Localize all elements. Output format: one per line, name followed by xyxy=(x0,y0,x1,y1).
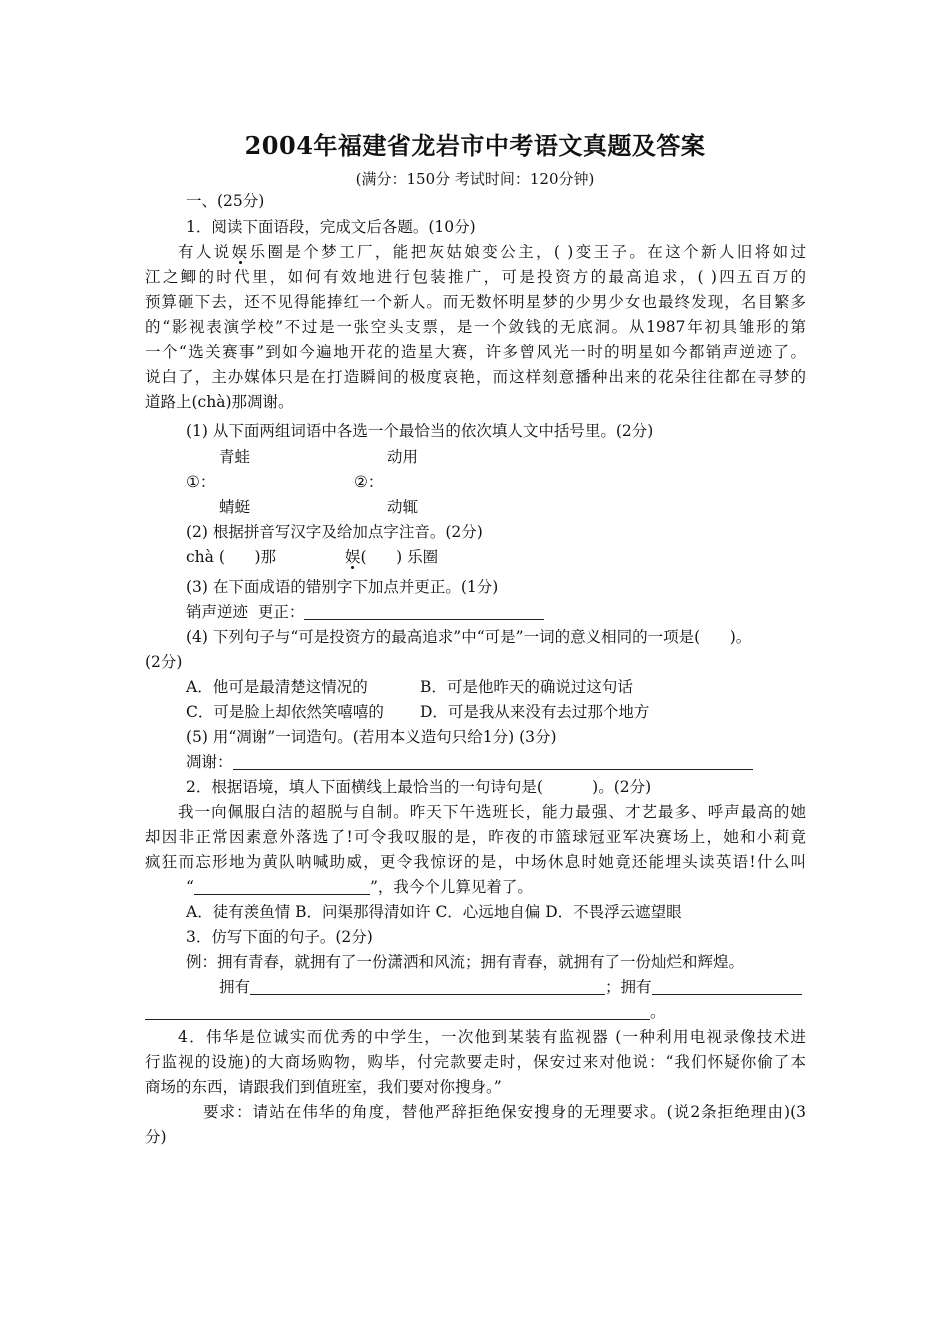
q4-passage-line: 行监视的设施)的大商场购物，购毕，付完款要走时，保安过来对他说：“我们怀疑你偷了本 xyxy=(145,1053,806,1071)
q1-passage-line: 的“影视表演学校”不过是一张空头支票，是一个敛钱的无底洞。从1987年初具雏形的第 xyxy=(145,318,806,336)
q3-answer-line xyxy=(219,976,802,998)
q1-passage-line: 江之鲫的时代里，如何有效地进行包装推广，可是投资方的最高追求，( )四五百万的 xyxy=(145,268,806,286)
sentence-line xyxy=(186,751,753,773)
choice-d: D．可是我从来没有去过那个地方 xyxy=(420,703,650,721)
correction-line xyxy=(186,601,544,623)
q2-heading: 2．根据语境，填人下面横线上最恰当的一句诗句是( )。(2分) xyxy=(186,778,652,796)
q2-options: A．徒有羡鱼情 B．问渠那得清如许 C．心远地自偏 D．不畏浮云遮望眼 xyxy=(186,903,682,921)
q4-requirement: 要求：请站在伟华的角度，替他严辞拒绝保安搜身的无理要求。(说2条拒绝理由)(3 xyxy=(203,1103,806,1121)
answer-underline[interactable] xyxy=(250,978,605,995)
answer-blank-label: ②： xyxy=(354,473,384,491)
text: 凋谢： xyxy=(186,753,233,771)
page-title: 2004年福建省龙岩市中考语文真题及答案 xyxy=(244,131,706,160)
answer-underline[interactable] xyxy=(304,603,544,620)
answer-blank-label: ①： xyxy=(186,473,216,491)
word-option: 蜻蜓 xyxy=(219,498,251,516)
word-option: 动辄 xyxy=(387,498,419,516)
dotted-char: 娱 xyxy=(345,548,361,566)
word-option: 青蛙 xyxy=(219,448,251,466)
q1-sub5: (5) 用“凋谢”一词造句。(若用本义造句只给1分) (3分) xyxy=(186,728,557,746)
word-option: 动用 xyxy=(387,448,419,466)
text: ”，我今个儿算见着了。 xyxy=(369,878,533,896)
q1-sub4: (4) 下列句子与“可是投资方的最高追求”中“可是”一词的意义相同的一项是( )。 xyxy=(186,628,752,646)
section-heading: 一、(25分) xyxy=(186,192,265,210)
text: 有人说 xyxy=(178,243,232,261)
dotted-char: 娱 xyxy=(231,243,250,261)
q1-sub4-score: (2分) xyxy=(145,653,183,671)
q1-passage-line: 道路上(chà)那凋谢。 xyxy=(145,393,294,411)
q1-passage-line: 一个“选关赛事”到如今遍地开花的造星大赛，许多曾风光一时的明星如今都销声逆迹了。 xyxy=(145,343,806,361)
q3-answer-line xyxy=(145,1001,666,1023)
choice-a: A．他可是最清楚这情况的 xyxy=(186,678,368,696)
q1-passage-line: 说白了，主办媒体只是在打造瞬间的极度哀艳，而这样刻意播种出来的花朵往往都在寻梦的 xyxy=(145,368,806,386)
q2-passage-line: 我一向佩服白洁的超脱与自制。昨天下午选班长，能力最强、才艺最多、呼声最高的她 xyxy=(178,803,806,821)
text: 。 xyxy=(650,1003,666,1021)
annotate-item xyxy=(345,546,438,568)
q1-passage-line: 预算砸下去，还不见得能捧红一个新人。而无数怀明星梦的少男少女也最终发现，名目繁多 xyxy=(145,293,806,311)
q1-sub2: (2) 根据拼音写汉字及给加点字注音。(2分) xyxy=(186,523,483,541)
q3-heading: 3．仿写下面的句子。(2分) xyxy=(186,928,373,946)
answer-underline[interactable] xyxy=(652,978,802,995)
q1-heading: 1．阅读下面语段，完成文后各题。(10分) xyxy=(186,218,476,236)
text: “ xyxy=(186,878,194,896)
q2-passage-line xyxy=(186,876,533,898)
pinyin-item: chà ( )那 xyxy=(186,548,276,566)
text: 销声逆迹 更正： xyxy=(186,603,305,621)
text: ；拥有 xyxy=(605,978,652,996)
choice-c: C．可是脸上却依然笑嘻嘻的 xyxy=(186,703,384,721)
q4-passage-line: 4．伟华是位诚实而优秀的中学生，一次他到某装有监视器 (一种利用电视录像技术进 xyxy=(178,1028,806,1046)
answer-underline[interactable] xyxy=(145,1003,650,1020)
q2-passage-line: 疯狂而忘形地为黄队呐喊助威，更令我惊讶的是，中场休息时她竟还能埋头读英语!什么叫 xyxy=(145,853,806,871)
answer-underline[interactable] xyxy=(233,753,753,770)
q1-sub1: (1) 从下面两组词语中各选一个最恰当的依次填人文中括号里。(2分) xyxy=(186,422,654,440)
q1-sub3: (3) 在下面成语的错别字下加点并更正。(1分) xyxy=(186,578,499,596)
q4-passage-line: 商场的东西，请跟我们到值班室，我们要对你搜身。” xyxy=(145,1078,502,1096)
q1-passage-line xyxy=(178,241,806,263)
text: ( ) 乐圈 xyxy=(360,548,439,566)
exam-info: (满分：150分 考试时间：120分钟) xyxy=(355,170,595,188)
answer-underline[interactable] xyxy=(194,878,370,895)
q2-passage-line: 却因非正常因素意外落选了!可令我叹服的是，昨夜的市篮球冠亚军决赛场上，她和小莉竟 xyxy=(145,828,806,846)
q4-requirement: 分) xyxy=(145,1128,167,1146)
q3-example: 例：拥有青春，就拥有了一份潇洒和风流；拥有青春，就拥有了一份灿烂和辉煌。 xyxy=(186,953,745,971)
choice-b: B．可是他昨天的确说过这句话 xyxy=(420,678,633,696)
text: 乐圈是个梦工厂，能把灰姑娘变公主，( )变王子。在这个新人旧将如过 xyxy=(249,243,806,261)
text: 拥有 xyxy=(219,978,251,996)
